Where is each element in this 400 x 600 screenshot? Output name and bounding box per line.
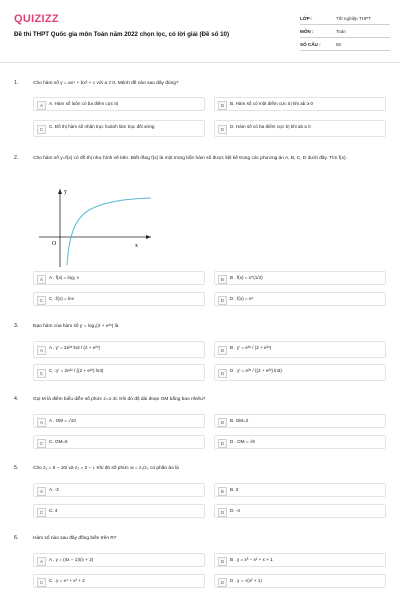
y-axis-label: y	[64, 189, 67, 195]
option-d[interactable]	[214, 574, 386, 588]
option-text: B . f(x) = x^(1/2)	[230, 275, 263, 280]
option-b[interactable]	[214, 97, 386, 111]
option-text: C . f(x) = lnx	[49, 296, 74, 301]
question-number: 4.	[14, 396, 19, 402]
meta-value: Tốt nghiệp THPT	[336, 15, 371, 21]
option-letter: A	[37, 418, 46, 427]
option-text: D . y = √(x² + 1)	[230, 578, 262, 583]
meta-row-class	[300, 12, 390, 25]
question-4	[14, 396, 386, 452]
option-text: C. Đồ thị hàm số nhận trục hoành làm trục đối xứng	[49, 124, 155, 129]
option-text: D. -4	[230, 508, 240, 513]
y-axis-arrow	[58, 189, 62, 194]
option-c[interactable]	[33, 504, 205, 518]
option-text: D. Hàm số có ba điểm cực trị khi ab ≤ 0	[230, 124, 311, 129]
option-text: A . f(x) = log₂ x	[49, 275, 79, 280]
option-letter: B	[218, 487, 227, 496]
option-text: B . y = x³ − x² + x + 1	[230, 557, 273, 562]
option-text: A . y = (4x − 1)/(x + 2)	[49, 557, 94, 562]
option-letter: B	[218, 346, 227, 355]
option-letter: D	[218, 508, 227, 517]
option-c[interactable]	[33, 120, 205, 137]
option-letter: A	[37, 346, 46, 355]
option-b[interactable]	[214, 414, 386, 428]
question-3	[14, 323, 386, 383]
option-a[interactable]	[33, 553, 205, 567]
option-text: B. OM=2	[230, 418, 249, 423]
meta-table	[300, 12, 390, 51]
option-b[interactable]	[214, 341, 386, 358]
quizizz-logo: QUIZIZZ	[14, 13, 59, 25]
option-text: B. Hàm số có một điểm cực trị khi ab ≥ 0	[230, 101, 313, 106]
option-d[interactable]	[214, 435, 386, 449]
option-a[interactable]	[33, 271, 205, 285]
meta-key: LỚP :	[300, 15, 313, 21]
option-c[interactable]	[33, 574, 205, 588]
option-letter: B	[218, 275, 227, 284]
option-letter: A	[37, 275, 46, 284]
meta-value: 50	[336, 41, 342, 47]
option-text: B. 3	[230, 487, 239, 492]
option-letter: D	[218, 296, 227, 305]
question-2	[14, 155, 386, 315]
option-d[interactable]	[214, 364, 386, 381]
header-divider	[0, 62, 400, 63]
question-6	[14, 535, 386, 595]
question-5	[14, 465, 386, 521]
option-letter: D	[218, 125, 227, 134]
option-text: C. 4	[49, 508, 58, 513]
question-text: Cho hàm số y=f(x) có đồ thị như hình vẽ bên. Biết rằng f(x) là một trong bốn hàm số được liệt kê trong các phương án A, B, C, D dưới đây. Tìm f(x).	[33, 156, 347, 161]
x-axis-arrow	[146, 235, 151, 239]
option-letter: A	[37, 557, 46, 566]
option-d[interactable]	[214, 120, 386, 137]
option-letter: C	[37, 578, 46, 587]
option-text: C . y' = 2e²ˣ / ((2 + e²ˣ) ln3)	[49, 368, 104, 373]
function-curve	[67, 198, 151, 265]
option-text: A . y' = 2e²ˣ ln3 / (2 + e²ˣ)	[49, 345, 100, 350]
function-graph	[33, 187, 153, 269]
option-text: A. -3	[49, 487, 59, 492]
question-number: 2.	[14, 155, 19, 161]
question-number: 6.	[14, 535, 19, 541]
option-a[interactable]	[33, 341, 205, 358]
option-letter: B	[218, 418, 227, 427]
option-text: D . OM = √8	[230, 439, 255, 444]
meta-value: Toán	[336, 28, 346, 34]
question-text: Cho z₁ = 5 − 10i và z₂ = 2 − i. Khi đó số phức w = z₁/z₂ có phần ảo là	[33, 466, 179, 471]
option-letter: D	[218, 439, 227, 448]
option-text: C. OM=5	[49, 439, 68, 444]
question-number: 1.	[14, 80, 19, 86]
option-text: D . f(x) = eˣ	[230, 296, 254, 301]
meta-key: SỐ CÂU :	[300, 41, 321, 47]
origin-label: O	[52, 241, 57, 247]
question-text: Hàm số nào sau đây đồng biến trên R?	[33, 536, 117, 541]
option-letter: D	[218, 578, 227, 587]
document-title: Đề thi THPT Quốc gia môn Toán năm 2022 chọn lọc, có lời giải (Đề số 10)	[14, 31, 230, 38]
question-text: Gọi M là điểm biểu diễn số phức z=1-3i. Khi đó độ dài đoạn OM bằng bao nhiêu?	[33, 397, 206, 402]
option-letter: A	[37, 101, 46, 110]
option-letter: D	[218, 369, 227, 378]
question-text: Đạo hàm của hàm số y = log₃(2 + e²ˣ) là	[33, 324, 119, 329]
meta-key: MÔN :	[300, 28, 314, 34]
option-letter: C	[37, 296, 46, 305]
meta-row-count	[300, 38, 390, 51]
question-1	[14, 80, 386, 140]
option-letter: A	[37, 487, 46, 496]
option-c[interactable]	[33, 292, 205, 306]
meta-row-subject	[300, 25, 390, 38]
option-letter: C	[37, 508, 46, 517]
option-a[interactable]	[33, 97, 205, 111]
option-c[interactable]	[33, 364, 205, 381]
option-letter: B	[218, 557, 227, 566]
option-b[interactable]	[214, 271, 386, 285]
option-c[interactable]	[33, 435, 205, 449]
option-d[interactable]	[214, 292, 386, 306]
option-a[interactable]	[33, 483, 205, 497]
x-axis-label: x	[135, 243, 138, 249]
question-text: Cho hàm số y = ax⁴ + bx² + c với a ≠ 0. Mệnh đề nào sau đây đúng?	[33, 81, 179, 86]
option-b[interactable]	[214, 483, 386, 497]
option-letter: B	[218, 101, 227, 110]
option-b[interactable]	[214, 553, 386, 567]
question-number: 3.	[14, 323, 19, 329]
option-text: C . y = x⁴ + x² + 2	[49, 578, 85, 583]
option-text: D . y' = e²ˣ / ((2 + e²ˣ) ln3)	[230, 368, 282, 373]
option-letter: C	[37, 369, 46, 378]
option-d[interactable]	[214, 504, 386, 518]
option-letter: C	[37, 439, 46, 448]
option-letter: C	[37, 125, 46, 134]
question-number: 5.	[14, 465, 19, 471]
option-text: A. Hàm số luôn có ba điểm cực trị	[49, 101, 119, 106]
option-a[interactable]	[33, 414, 205, 428]
option-text: A . OM = √10	[49, 418, 76, 423]
option-text: B . y' = e²ˣ / (2 + e²ˣ)	[230, 345, 272, 350]
